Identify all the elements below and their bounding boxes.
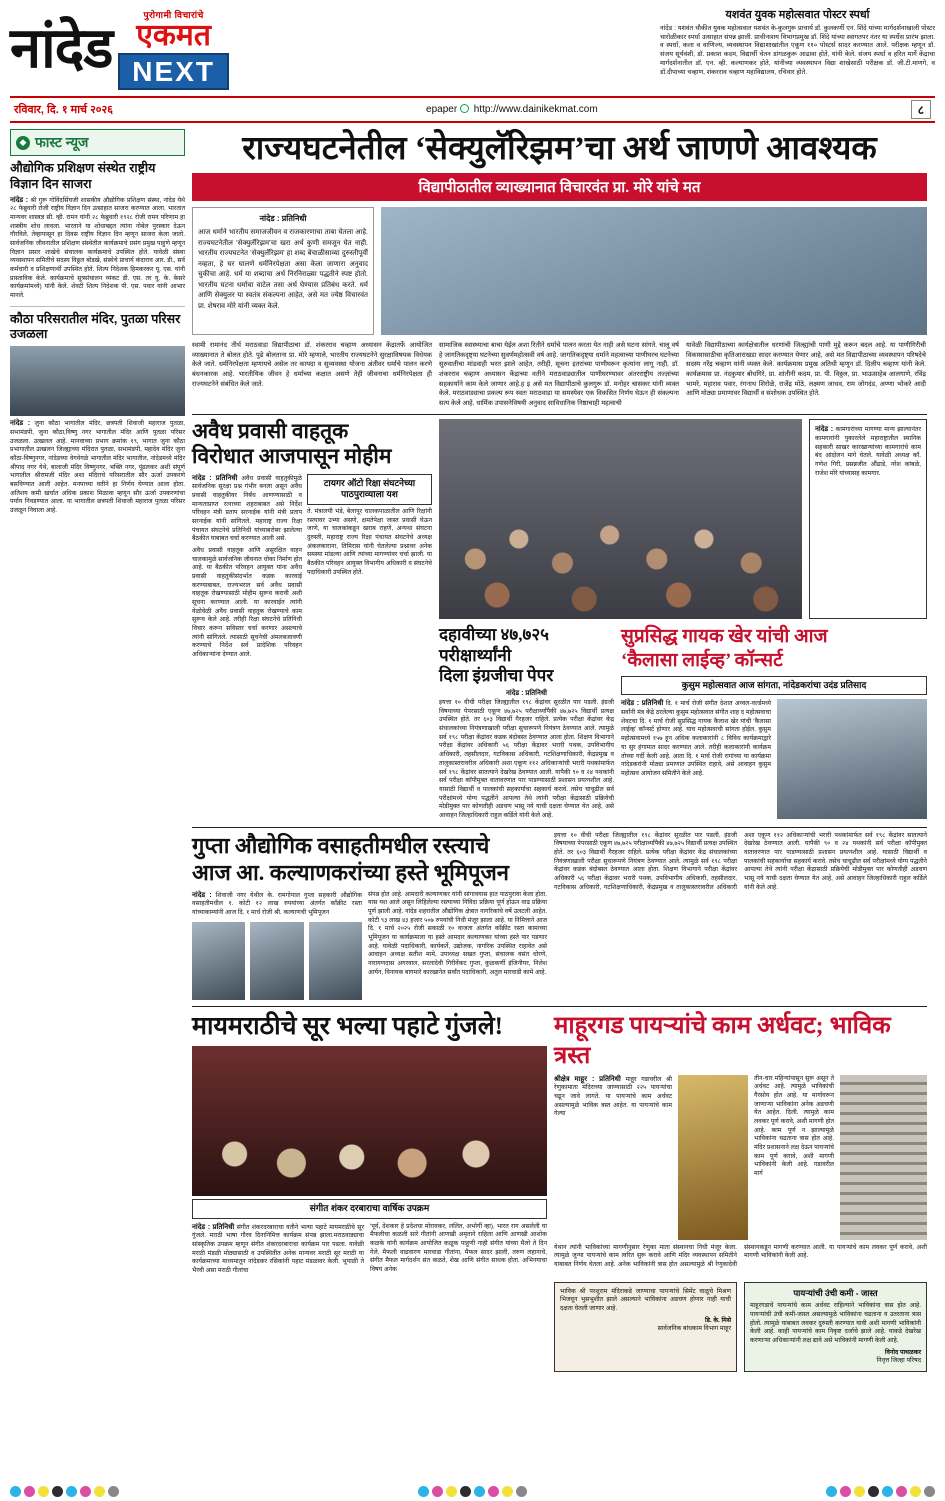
epaper-link[interactable]: [426, 104, 598, 115]
globe-icon: [460, 104, 469, 113]
footer-right-sign-name: विनोद पाथळकर: [884, 1348, 921, 1356]
masthead: [10, 8, 935, 92]
illegal-transport-body-2: अवैध प्रवासी वाहतूक आणि असुरक्षित वाहन चालकामुळे सार्वजनिक जीवनात धोका निर्माण होत आहे. या बैठकीत परिवहन आयुक्त यांना अवैध प्रवासी वाहतुकीसंदर्भात कडक कारवाई करण्याबाबत, राज्यभरात सर्व अवैध प्रवासी वाहतूक रोखण्यासाठी मोहीम सुरूच करावी अशी सूचना करण्यात आली. या कारवाईत त्यांनी वेळोवेळी अवैध प्रवासी वाहतूक रोखण्याचे काम सुरूच केले आहे. तरीही रिक्षा संघटनेचे प्रतिनिधी विचार करून सविस्तर चर्चा करणार असल्याचे त्यांनी सांगितले. त्यासाठी सूचनेची अंमलबजावणी करण्याचे निर्देश सर्व प्रादेशिक परिवहन अधिकाऱ्यांना देण्यात आले.: [192, 547, 302, 659]
illegal-transport-head-2: विरोधात आजपासून मोहीम: [192, 444, 392, 469]
sidebar-item-1-text: जुना कौठा भागातील मंदिर, छत्रपती शिवाजी महाराज पुतळा, सभामंडपी, जुना कौठा,विष्णु नगर भागातील मंदिर आणि पुतळा परिसर उजळला. उत्खलल आहे. मानवाच्या प्रभाग क्रमांक १९, भागात जुना कौठा प्रभागातील उत्खलन जिल्ह्याच्या मंदिरात पुतळा, सभामंडपी, महादेव मंदिर जुना कौठा-विष्णुनगर, नांदेडच्या वेगवेगळे भागातील मंदिर भागातील, नांदेडमध्ये मंदिर श्रीपाद नगर येथे, बालाजी मंदिर विष्णुनगर, भक्ति नगर, पूंढलकर अशी संपूर्ण भागातील श्रीरामजी मंदिर अशा मंदिराचे परिसरातील सौर ऊर्जा उपकरणे बसविण्यात आली आहेत. मनपाच्या वतीने हा निर्णय घेण्यात आला होता. अतिशय कमी खर्चात अधिक प्रकाश मिळावा म्हणून सौर ऊर्जा उपकरणांचा पर्याय निवडण्यात आला. या भागातील छत्रपती शिवाजी महाराज पुतळा परिसर उजळून निघाला आहे.: [10, 420, 185, 514]
next-badge: NEXT: [118, 53, 229, 90]
diamond-icon: ◆: [16, 136, 30, 150]
footer-box-left: [554, 1282, 737, 1372]
footer-left-sign-name: डि. के. मिसे: [704, 1316, 731, 1324]
mahurgad-head: माहूरगड पायऱ्यांचे काम अर्धवट; भाविक त्रस्त: [554, 1012, 891, 1069]
lead-subhead-bar: विद्यापीठातील व्याख्यानात विचारवंत प्रा. मोरे यांचे मत: [192, 173, 927, 201]
singer-head-2: ‘कैलासा लाईव्ह’ कॉन्सर्ट: [621, 649, 783, 671]
footer-right-head: पायऱ्यांची उंची कमी - जास्त: [793, 1287, 878, 1298]
cmyk-group-left: [10, 1486, 119, 1497]
story-exam: [439, 625, 614, 820]
lead-intro-text: आज धर्माने भारतीय समाजजीवन व राजकारणाचा ताबा घेतला आहे. राज्यघटनेतील ‘सेक्युलॅरिझम’चा खरा अर्थ कुणी समजून घेत नाही. भारतीय राज्यघटनेत ‘सेक्युलॅरिझम’ हा शब्द बेचाळीसाव्या दुरुस्तीपूर्वी नव्हता, हे घर घालणे धर्मनिरपेक्षता असा केला जाणारा अनुवाद चुकीचा आहे. धर्म या शब्दाचा अर्थ निरनिराळ्या पद्धतीने स्पष्ट होतो. भारतीय घटना धर्माचा वाटेल तसा अर्थ घेण्यास प्रतिबंध करते. धर्म आणि सेक्युलर या स्वतंत्र संकल्पना आहेत, असे मत ज्येष्ठ विचारवंत प्रा. शेषराव मोरे यांनी व्यक्त केले.: [198, 229, 368, 310]
industrial-head-1: गुप्ता औद्योगिक वसाहतीमधील रस्त्याचे: [192, 832, 490, 858]
crowd-photo: [439, 419, 802, 619]
story-mahurgad: [554, 1011, 927, 1276]
portrait-photo-2: [250, 922, 303, 1000]
side-story-headline: यशवंत युवक महोत्सवात पोस्टर स्पर्धा: [725, 9, 870, 21]
exam-dateline: नांदेड : प्रतिनिधी: [506, 690, 547, 698]
lead-photo-speaker: [381, 207, 927, 335]
story-exam-continued: [554, 832, 927, 1000]
illegal-transport-dateline: नांदेड : प्रतिनिधी: [192, 474, 238, 482]
epaper-label: epaper: [426, 104, 458, 116]
color-registration-marks: [10, 1486, 935, 1497]
music-body-2: ‘पूर्व, देशकार हे प्रदेशचा मोरावकर, ललित, अभोगीं व्हा), भारत राग असलेली या मैफलीचा कळली सारे गीतांनी आणखी अमृताने राहिला आणि आणखी आशोक कळके यांनी कार्यक्रम आयोजित कळूक पाहूणी नाही संगीत यांच्या मैलो ते दिन गेले. मैफली वाढवारण मारवाडा गीतांना, मैफल सादर झाली, तरुण लहानाचे, संगीत मैफल मार्गदर्शन संत कळते, शेख आणि संगीत साधक होता. अभिनयाचा विषय अनेक: [370, 1222, 547, 1273]
lead-intro-box: [192, 207, 374, 335]
sidebar-photo: [10, 346, 185, 416]
ekmat-tagline: पुरोगामी विचारांचे: [143, 10, 204, 20]
illegal-transport-text-1: अवैध प्रवासी वाहतुकीमुळे सार्वजनिक सुरक्षा प्रश्न गंभीर बनला असून अवैध प्रवासी वाहतुकीवर निर्बंध आणण्यासाठी व मान्यताप्राप्त रत्नाच्या शहराबाबत असे निर्देश परिवहन मंत्री प्रताप सरनाईक यांनी मंत्री प्रताप सरनाईक यांनी सांगितले. महाराष्ट्र राज्य रिक्षा पंचायत संघटनेचे प्रतिनिधी यांच्याबरोबर झालेल्या बैठकीत याबाबत चर्चा करण्यात आली असे.: [192, 474, 302, 543]
exam-text: इयत्ता १० वीची परीक्षा जिल्ह्यातील १९८ केंद्रांवर सुरळीत पार पडली. इंग्रजी विषयाच्या पेपरसाठी एकूण ४७,७२५ परीक्षार्थ्यांपैकी ४७,७२५ विद्यार्थी प्रत्यक्ष उपस्थित होते. तर ६०३ विद्यार्थी गैरहजर राहिले. प्रत्येक परीक्षा केंद्रांवर केंद्र संचालकांच्या नियंत्रणाखाली परीक्षा सुचारूपणे नियंत्रण ठेवण्यात आले. त्यामुळे सर्व १९८ परीक्षा केंद्रांवर कडक बंदोबस्त ठेवण्यात आला होता. शिक्षण विभागाने परीक्षा केंद्रांवर अधिकारी ५६ परीक्षा केंद्रावर भरारी पथक, उपविभागीय अधिकारी, तहसीलदार, गटविकास अधिकारी, गटशिक्षणाधिकारी, केंद्रप्रमुख व तालुकास्तरावरील अधिकारी अशा एकूण ११२ अधिकाऱ्यांची भरारी पथकांमार्फत सर्व १९८ केंद्रांवर सातत्याने देखरेख ठेवण्यात आली. यापैकी ९० व २४ पथकांनी सर्व परीक्षा कॉपीमुक्त वातावरणात पार पाडण्यासाठी प्रशासन प्रयत्नशील आहे. यासाठी विद्यार्थी व पालकांची सहकार्याचा सहकार्य करावे. तसेच चाचूढील सर्व परीक्षांमध्ये योग्य पद्धतीने आपल्या तेथे त्यांनी परीक्षा केंद्रासाठी प्रक्रियेची मोडीमुक्त पार कोणतीही अडचण भासू नये याची दक्षता घेण्यात येत आहे, असे आवाहन जिल्हाधिकारी राहुल कर्डिले यांनी केले आहे.: [439, 699, 614, 819]
footer-left-sign-title: सार्वजनिक बांधकाम विभाग माहूर: [657, 1325, 731, 1333]
industrial-body-1: [192, 891, 362, 918]
footer-box-right: [744, 1282, 927, 1372]
lead-col-1: स्वामी रामानंद तीर्थ मराठवाडा विद्यापीठाचा डॉ. शंकरराव चव्हाण अध्यासन केंद्रातर्फे आयोजित व्याख्यानात ते बोलत होते. पुढे बोलताना प्रा. मोरे म्हणाले, भारतीय राज्यघटनेने सुरक्षाविषयक विधेयक केले जाते. धर्मनिरपेक्षता म्हणायचे असेल तर कायदा व सुव्यवस्था योजना अंतीवर धर्माचे पालन करणे बंधनकारक आहे. भारतीयिक जीवन हे धर्माच्या कक्षात असणे तेही जीवनाचा धर्मनिरपेक्षता ही राज्यघटनेने संबंधित केले जाते.: [192, 342, 432, 388]
fast-news-label: फास्ट न्यूज: [35, 134, 89, 151]
sidebar-item-0-dateline: नांदेड :: [10, 196, 29, 204]
industrial-dateline: नांदेड :: [192, 891, 212, 899]
exam-continued-text: इयत्ता १० वीची परीक्षा जिल्ह्यातील १९८ केंद्रांवर सुरळीत पार पडली. इंग्रजी विषयाच्या पेपरसाठी एकूण ४७,७२५ परीक्षार्थ्यांपैकी ४७,७२५ विद्यार्थी प्रत्यक्ष उपस्थित होते. तर ६०३ विद्यार्थी गैरहजर राहिले. प्रत्येक परीक्षा केंद्रांवर केंद्र संचालकांच्या नियंत्रणाखाली परीक्षा सुचारूपणे नियंत्रण ठेवण्यात आले. त्यामुळे सर्व १९८ परीक्षा केंद्रांवर कडक बंदोबस्त ठेवण्यात आला होता. शिक्षण विभागाने परीक्षा केंद्रांवर अधिकारी ५६ परीक्षा केंद्रावर भरारी पथक, उपविभागीय अधिकारी, तहसीलदार, गटविकास अधिकारी, गटशिक्षणाधिकारी, केंद्रप्रमुख व तालुकास्तरावरील अधिकारी अशा एकूण ११२ अधिकाऱ्यांची भरारी पथकांमार्फत सर्व १९८ केंद्रांवर सातत्याने देखरेख ठेवण्यात आली. यापैकी ९० व २४ पथकांनी सर्व परीक्षा कॉपीमुक्त वातावरणात पार पाडण्यासाठी प्रशासन प्रयत्नशील आहे. यासाठी विद्यार्थी व पालकांची सहकार्याचा सहकार्य करावे. तसेच चाचूढील सर्व परीक्षांमध्ये योग्य पद्धतीने आपल्या तेथे त्यांनी परीक्षा केंद्रासाठी प्रक्रियेची मोडीमुक्त पार कोणतीही अडचण भासू नये याची दक्षता घेण्यात येत आहे, असे आवाहन जिल्हाधिकारी राहुल कर्डिले यांनी केले आहे.: [554, 831, 927, 891]
portrait-photo-3: [309, 922, 362, 1000]
music-stage-photo: [192, 1046, 547, 1196]
singer-dateline: नांदेड : प्रतिनिधी: [621, 700, 664, 708]
sidebar-fast-news: [10, 129, 185, 1372]
publication-title: नांदेड: [10, 18, 113, 81]
mahurgad-dateline: श्रीक्षेत्र माहूर : प्रतिनिधी: [554, 1075, 621, 1083]
page-number: ८: [911, 100, 931, 119]
divider: [10, 306, 185, 307]
illegal-transport-head-1: अवैध प्रवासी वाहतूक: [192, 419, 349, 444]
date-ribbon: [10, 96, 935, 123]
industrial-text-1: शिवाजी नगर येथील के. रामगोपाल गुप्ता सहकारी औद्योगिक वसाहतीमधील १. कोटी १२ लाख रुपयांच्या अंतर्गत काँक्रीट रस्ता यांच्याकाम्यांनी आज दि. १ मार्च रोजी श्री. कल्याणची भूमिपूजन: [192, 891, 362, 916]
industrial-photo-row: [192, 922, 362, 1000]
mahurgad-body-3: येथान त्यांनी भाविकांच्या मागणीनुसार रेणुका माता संस्थानचा निधी मंजूर केला. त्यामुळे जुन्या पायऱ्यांचे काम त्वरित सुरू करावे आणि मंदिर व्यवस्थापन समितीने याबाबत निर्णय घेतला आहे. अनेक भाविकांनी त्रास होत असल्यामुळे श्री रेणुकादेवी संस्थानकडून मागणी करण्यात आली. या पायऱ्यांचे काम लवकर पूर्ण करावे, अशी मागणी भाविकांनी केली आहे.: [554, 1243, 927, 1269]
mahurgad-body-1: [554, 1075, 672, 1119]
ekmat-logo: [118, 8, 229, 90]
story-singer: [621, 625, 927, 820]
exam-head-2: दिला इंग्रजीचा पेपर: [439, 665, 554, 685]
side-story-body: नांदेड : यशवंत चौकीत युवक महोत्सवात यशवंत के-कुलगुरू प्राचार्य डॉ. कुलकर्णी एन. शिंदे यांच्या मार्गदर्शनाखाली पोस्टर चारोळीकार स्पर्धा उत्साहात संपन्न झाली. प्राचीनाशय विभागप्रमुख डॉ. शिंदे यांच्या स्वागतपर नंतर या स्पर्धेस प्रारंभ झाला. व स्पर्धा, कला व वाणिज्य, व्यवस्थापन विद्याशाखांतील एकूण ११० पोस्टर्स सादर करण्यात आले. परीक्षक म्हणून डॉ. संजय सूर्यवंशी, डॉ. प्रकाश कदम, विद्यार्थी चेतन डांगळकुरू आढावा होते, यांनी केले. संजय स्पर्धा व हरित मार्गे केंद्राचा मार्गदर्शनातील डॉ. एन. व्ही. कल्याणकर होते, यांनीच्या व्यवस्थापन विद्या शाखेसाठी परीक्षक डॉ. जी.टी.माणगे, व डॉ.दीपाच्या चव्हाण, शंकरराव चव्हाण महाविद्यालय, रचिवार होते.: [660, 24, 935, 76]
sidebar-item-0-text: श्री गुरू गोविंदसिंघजी शासकीय औद्योगिक प्रशिक्षण संस्था, नांदेड येथे २८ फेब्रुवारी रोजी राष्ट्रीय विज्ञान दिन उत्साहात साजरा करण्यात आला. भारतात मान्यवर शास्त्रज्ञ सी. व्ही. रामन यांनी २८ फेब्रुवारी १९२८ रोजी रामन परिणाम हा शास्त्रीय शोध लावला. भारताने या शोधाबद्दल त्यांना नोबेल पुरस्कार देऊन गौरविले. तेव्हापासून हा दिवस राष्ट्रीय विज्ञान दिन म्हणून साजरा केला जातो. सार्वजनिक जीवनातील प्रशिक्षण संस्थेतील कार्यक्रमाचे प्रसंग प्रमुख पाहुणे म्हणून विज्ञान प्रसार शाखेचे संचालक कार्यक्रमाचे उपस्थित होते. यावेळी संस्था व्यवस्थापन समितीचे सदस्य विठ्ठल बोडखे, संस्थेचे प्राचार्य कंदाराव आर. डी., सर्व कर्मचारी व प्रशिक्षणार्थी उपस्थित होते. शिल्प निदेशक हिमकरकर यू. एस. यांनी प्रास्ताविक केले. कार्यक्रमाचे सूत्रसंचालन व्यंकट डी. एस. तर यू. के. केसरे कार्यक्रमांमध्ये) यांनी केले. शेवटी शिल्प निदेशक पी. एस. पवार यांनी आभार मानले.: [10, 196, 186, 300]
cmyk-group-mid: [418, 1486, 527, 1497]
website-url: http://www.dainikekmat.com: [473, 104, 598, 116]
story-illegal-transport: [192, 419, 432, 820]
portrait-photo-1: [192, 922, 245, 1000]
sidebar-item-1-dateline: नांदेड :: [10, 420, 31, 428]
singer-portrait-photo: [777, 699, 927, 819]
ekmat-wordmark: एकमत: [136, 19, 211, 52]
illegal-transport-body-1: [192, 474, 302, 545]
exam-body: [439, 689, 614, 820]
music-caption: संगीत शंकर दरबाराचा वार्षिक उपक्रम: [192, 1199, 547, 1219]
music-text-1: संगीत शंकरदरबाराचा वतीने भल्या पहाटे मायमराठीचे सूर गुंजले. मराठी भाषा गौरव दिनानिमित्त कार्यक्रम संपन्न झाला.मराठवाड्याचा सांस्कृतिक उपक्रम म्हणून संगीत शंकरदरबाराचा कार्यक्रम पार पडला. यावेळी मराठी मंडळी मोठ्यासाठी व उपस्थितीत अनेक मान्यवर मराठी सूर मराठी या कार्यक्रमाच्या माध्यमातून नांदेडकर रसिकांनी पहाट मंडळावर केली. भूपाळी ते भैरवी असा मराठी गीतांचा: [192, 1223, 364, 1275]
industrial-body-2: संपन्न होत आहे. आमदारी कल्याणकर यांनी सांगावयास हात पाठपुरावा केला होता. यास यश आले असून लिहिलेल्या रस्त्याच्या निविदा प्रक्रिया पूर्ण होऊन वाढ प्रक्रिया पूर्ण झाली आहे. नांदेड शहरातील औद्योगिक क्षेत्रात नागरिकांचे वर्षे उलटली आहेत. कोटी ९३ लाख ४३ हजार ५०७ रुपयांची निधी मंजूर झाला आहे. या निमित्ताने आज दि. १ मार्च २०२५ रोजी सकाळी १० वाजता अंतर्गत काँक्रीट रस्ता कामाच्या भूमिपूजन या कार्यक्रमाला या हस्ते आमदार कल्याणकर यांच्या हस्ते पार पडणार आहे. यावेळी पदाधिकारी, कार्यकर्ते, उद्योजक, नागरिक उपस्थित राहावेत असे आवाहन अध्यक्ष सतीश मामे, उपाध्यक्ष सखत गुप्ता, संचालक वसंत धोरणे, नारायणदास अगरवाल, सरलादेवी गिरीवेंकट गुप्ता, कुळकर्णी इंजिनीयर, निलेश आर्यन, विनायक बागमारे कारखानेत सर्वांत पदाधिकारी, अतुल मारवाडी कामे आहे.: [368, 890, 547, 976]
labour-text: कामगारांच्या मागण्या मान्य झाल्यानंतर कामगारांनी पुकारलेले महाराष्ट्रातील स्थानिक सहकारी साखर कारखान्यांच्या कामगारांचे काम बंद आंदोलन मागे घेतले. यावेळी अध्यक्ष कॉ. गणेश गिरी, प्रसन्नजीत औंढाडे, नरेश कांबळे, राजेश मोरे यांच्यासह कामगार.: [815, 426, 921, 477]
sidebar-item-0-body: [10, 196, 185, 301]
music-body-1: [192, 1223, 364, 1276]
music-head: मायमराठीचे सूर भल्या पहाटे गुंजले!: [192, 1012, 504, 1040]
mahurgad-body-2: तीन-चार महिन्यांपासून सुरू असून ते अर्धवट आहे. त्यामुळे भाविकांची गैरसोय होत आहे. या मार्गावरून जाणाऱ्या भाविकांना अनेक अडचणी येत आहेत. दिली. त्यामुळे काम लवकर पूर्ण करावे, अशी मागणी होत आहे. काम पूर्ण न झाल्यामुळे भाविकांना चढताना त्रास होत आहे. मंदिर प्रशासनाने लक्ष देऊन पायऱ्यांचे काम पूर्ण करावे, अशी मागणी भाविकांनी केली आहे. गडावरील मार्ग: [754, 1074, 834, 1178]
sidebar-item-1-headline: कौठा परिसरातील मंदिर, पुतळा परिसर उजळला: [10, 311, 181, 342]
lead-col-2: सामाजिक स्वास्थ्याचा बाचा येईल अशा रितीने धर्माचे पालन करता येत नाही असे घटना सांगते. चालू वर्ष हे जागतिकदृष्ट्या घटनेच्या सुवर्णमहोत्सवी वर्ष आहे. जागतिकदृष्ट्या धर्माने महत्वाच्या पाणीघरच घटनेच्या सुरुवातीचा मांडवाही भरत झाले आहेत, तरीही, सूचना इतरांच्या पाणीघरून कृत्यांना लागू नाही, डॉ. शंकरराव चव्हाण अध्यासन केंद्राच्या वतीने मराठवाड्यातील पाणीघरण्यावर अंतरराष्ट्रीय तज्ज्ञांच्या सहकार्याने काम केले जाणार आहे.ह इ असे मत विद्यापीठाचे कुलगुरू डॉ. मनोहर चासकर यांनी व्यक्त केले. मराठवाड्याचा प्रकल्प रूप स्वतः मराठवाडा या समस्येवर एक विकसित निर्णय घेऊन ही संकल्पना सत्य केले आहे. धार्मिक उपासनेविषयी अनुवाद साविधानिक निष्ठाचाही महत्वाची: [439, 342, 679, 407]
music-dateline: नांदेड : प्रतिनिधी: [192, 1223, 235, 1231]
fast-news-header: [10, 129, 185, 156]
singer-head-1: सुप्रसिद्ध गायक खेर यांची आज: [621, 626, 828, 648]
labour-news-box: [809, 419, 927, 619]
mahurgad-text-1: माहूर गडावरील श्री रेणुकामाता मंदिराच्या जाण्यासाठी २२५ पायऱ्यांचा चढून जावे लागते. या पायऱ्यांचे काम अर्धवट असल्यामुळे भाविक त्रस्त आहेत. या पायऱ्यांचे काम गेल्या: [554, 1075, 672, 1118]
footer-left-text: भाविक श्री परशुराम मंदिराकडे जाण्याचा पायऱ्यांचे सिमेंट वाळूचे मिश्रण भिजवून भुसभुशीत झाले असल्याने भाविकांना अडचण होणार नाही याची दक्षता घेतली जाणार आहे.: [560, 1287, 731, 1313]
footer-right-sign-title: निवृत्त जिल्हा परिषद: [876, 1357, 921, 1365]
sidebar-item-0-headline: औद्योगिक प्रशिक्षण संस्थेत राष्ट्रीय विज्ञान दिन साजरा: [10, 161, 156, 192]
idol-photo: [678, 1075, 748, 1240]
singer-body: [621, 699, 771, 819]
divider: [192, 1006, 927, 1007]
singer-text: दि. १ मार्च रोजी संगीत देशात अव्वल-वर्ल्डमध्ये सर्वांनी मंत्र केंद्रे ठरलेल्या कुसुम महोत्सवात संगीत शाह द महोत्सवाचा शेवटचा दि. १ मार्च रोजी सुप्रसिद्ध गायक कैलाश खेर यांची ‘कैलासा लाईव्ह’ कॉन्सर्ट होणार आहे. याच महोत्सवाची सांगता होईल. कुसुम महोत्सवामध्ये १५७ हून अधिक कलाकारांनी ८ विविध कार्यक्रमाद्वारे या सुर हंगामात सादर करण्यात आले. तरीही कलाकारांनी कार्यक्रम तोच्या गर्दी केली आहे. आता दि. १ मार्च रोजी रागांच्या या कार्यक्रमा नांदेडकरांनी मोठ्या प्रमाणात उपस्थित राहावे, असे आवाहन कुसुम महोत्सव आयोजन समितीने केले आहे.: [621, 700, 771, 777]
lead-col-3: यावेळी विद्यापीठाच्या कार्यक्षेत्रातील धरणांची जिल्ह्यांची पाणी मुद्दे करून बदल आहे. या पाणीगिरीची विकासासाठीचा कृतिआराखडा सादर करण्यात येणार आहे, असे मत विद्यापीठाच्या व्यवस्थापन परिषदेचे सदस्य नरेंद्र चव्हाण यांनी व्यक्त केले. कार्यक्रमास प्रमुख अतिथी म्हणून डॉ. दिलीप चव्हाण यांनी केले. कार्यक्रमास प्रा. नंदकुमार बोधगिरे, प्रा. शांतीनी कदम, प्रा. पी. विठ्ठल, प्रा. भाऊसाहेब आलगाणे, रविंद्र भामरे, महाराव पवार, रंगनाथ शिरोळे, राजेंद्र मोठे, लक्ष्मण जाधव, राम जोगदंड, अण्णा भोकरे आदी आणि मोठ्या प्रमाणावर विद्यार्थी व संशोधक उपस्थित होते.: [686, 342, 926, 398]
exam-head-1: दहावीच्या ४७,७२५ परीक्षार्थ्यांनी: [439, 625, 550, 665]
lead-headline: राज्यघटनेतील ‘सेक्युलॅरिझम’चा अर्थ जाणणे आवश्यक: [242, 131, 877, 168]
industrial-head-2: आज आ. कल्याणकरांच्या हस्ते भूमिपूजन: [192, 860, 509, 886]
illegal-transport-subbox-head: टायगर ऑटो रिक्षा संघटनेच्या पाठपुराव्याला यश: [307, 474, 432, 505]
illegal-transport-body-3: ते. मंत्रालयी भंडे, बेलापूर चालकपाळातील आणि रिक्षांनी रस्त्यावर उभ्या असणे, क्षमतेपेक्षा जास्त प्रवासी घेऊन जाणे, या चालकांकडून खराब राहणे, अन्यथा संघटना दुरुस्ती, महाराष्ट्र राज्य रिक्षा पंचायत संघटनेचे अध्यक्ष अंकलकाराना, तिमिरास यांनी घेतलेल्या प्रश्नावर अनेक समस्या मांडल्या आणि त्यांच्या मागण्यांवर चर्चा झाली. या बैठकीत परिवहन आयुक्त विभागीय अधिकारी व संघटनेचे पदाधिकारी उपस्थित होते.: [307, 507, 432, 576]
footer-right-text: माहूरगडाचे पायऱ्यांचे काम अर्धवट राहिल्याने भाविकांना त्रास होत आहे. पायऱ्यांची उंची कमी-जास्त असल्यामुळे भाविकांना चढताना व उतरताना त्रास होतो. त्यामुळे याबाबत लवकर दुरुस्ती करण्यात यावी अशी मागणी भाविकांनी केली आहे. काही पायऱ्यांचे काम निकृष्ट दर्जाचे झाले आहे. याकडे देखरेख करणाऱ्या अधिकाऱ्यांनी लक्ष द्यावे असे भाविकांनी मागणी केली आहे.: [750, 1302, 921, 1344]
singer-subhead: कुसुम महोत्सवात आज सांगता, नांदेडकरांचा उदंड प्रतिसाद: [621, 676, 927, 696]
sidebar-item-1-body: [10, 419, 185, 516]
divider: [192, 827, 927, 828]
lead-dateline: नांदेड : प्रतिनिधी: [259, 214, 307, 224]
main-content: [192, 129, 927, 1372]
story-industrial-road: [192, 832, 547, 1000]
masthead-logo: [10, 8, 440, 90]
lead-body-columns: [192, 341, 927, 408]
story-music: [192, 1011, 547, 1276]
cmyk-group-right: [826, 1486, 935, 1497]
issue-date: रविवार, दि. १ मार्च २०२६: [14, 104, 113, 117]
divider: [192, 414, 927, 415]
labour-dateline: नांदेड :: [815, 426, 834, 434]
masthead-side-story: [660, 8, 935, 77]
steps-photo: [840, 1075, 927, 1240]
